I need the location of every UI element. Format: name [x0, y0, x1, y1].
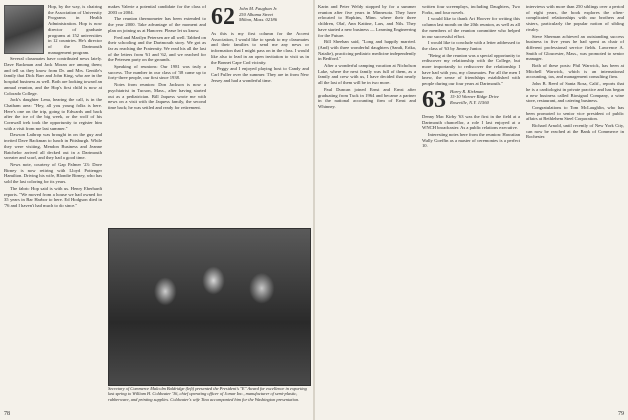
secretary-city: Roseville, N.Y. 11560 [450, 99, 489, 105]
column-paragraph: As this is my first column for the Accent Association, I would like to speak to my classmates and their families to send me any news or information that I might pass on in the class. I would like also to lead in an open invitation to visit us in the Bonnet Cape Cod vicinity. [211, 31, 309, 65]
column-5 [422, 4, 520, 414]
secretary-address: 15-10 Warner Ridge Drive [450, 94, 499, 100]
class-63-header [422, 86, 520, 113]
column-paragraph: I would like to conclude with a letter addressed to the class of '63 by Jimmy Junior. [422, 40, 520, 51]
column-paragraph: Karin and Peter Weldy stopped by for a summer reunion after five years in Minnesota. They have relocated to Hopkins, Minn. where their three children, Olaf, Ann Kattine, Lars, and Nils. They have started a new business — Learning Engineering for the Future. [318, 4, 416, 38]
column-paragraph: Speaking of reunions: Our 1981 was truly a success. The number in our class of '38 came up to forty-three people, our first since 1938. [108, 64, 206, 81]
class-number: 62 [211, 4, 235, 30]
page-number-right: 79 [618, 411, 624, 417]
column-paragraph: The fabric Hop said is with us. Henry Eberhardt reports. "We moved from a house we had owned for 35 years in Bar Harbor to here. Ed Hodgson died in '76 and I haven't had much to do since." [4, 185, 102, 208]
column-paragraph: Richard Arnold, until recently of New York City, can now be reached at the Bank of Commerce in Rochester. [526, 123, 624, 140]
page-number-left: 78 [4, 411, 10, 417]
photo-caption: Secretary of Commerce Malcolm Baldridge (left) presented the President's "E" Award for excellence in exporting last spring to William H. Coldwater '36, chief operating officer of Jomar Inc., manufacturer of semi-plastic, rubberware, and printing supplies. Coldwater's wife Tina accompanied him for the Washington presentation. [108, 386, 307, 402]
column-paragraph: After a wonderful camping vacation at Nicholson Lake, where the next family was full of them, as a family and crew with us, I have decided that nearly all the last of them will be in two more. [318, 63, 416, 86]
column-paragraph: Peggy and I enjoyed playing host to Candy and Carl Fuller over the summer. They are in from New Jersey and had a wonderful time. [211, 66, 309, 83]
class-secretary [450, 89, 499, 106]
column-paragraph: Fred and Marilyn Petersen are all well. Tabbed on their schooling and the Dartmouth story. We got as far as reaching the Fraternity. We read his all the last of the letters from '61 and '62, and we reached for the Petersen party on the grounds. [108, 34, 206, 63]
portrait-photo-icon [4, 5, 44, 54]
column-3 [211, 4, 309, 226]
class-number: 63 [422, 86, 446, 113]
column-paragraph: Steve Sherman achieved an outstanding success business in five years he had spent as chair of different professional service fields. Lawrence A. Smith of Gloucester, Mass., was promoted to senior manager. [526, 33, 624, 62]
column-paragraph: Bill Sheehan said, "Long and happily married. (And) with three wonderful daughters (Sandi, Erika, Natalie), practicing pediatric medicine independently in Bedford." [318, 39, 416, 62]
group-photo-icon [108, 228, 311, 386]
class-secretary [239, 6, 277, 23]
column-paragraph: Denny Mac Kirby '63 was the first in the field at a Dartmouth chancellor, a role I last enjoyed at a WNCH broadcaster. As a public relations executive. [422, 113, 520, 131]
column-paragraph: Jack's daughter Lena, hearing the call, is in the Chatham area: "Hey, all you young folks is here. Here's one on the trip, going to Edwards and back after the ice of the big week, or the wolf of his Cornwall trek took the opportunity to register him with a visit from me last summer." [4, 97, 102, 131]
column-paragraph: Paul Duncan joined Ernst and Ernst after graduating from Tuck in 1964 and became a partner in the national accounting firm of Ernst and Whinney. [318, 86, 416, 109]
class-62-header [211, 6, 309, 28]
column-2 [108, 4, 206, 226]
column-paragraph: written four screenplays, including Daughters, Two Forks, and four novels. [422, 4, 520, 15]
column-6 [526, 4, 624, 414]
column-paragraph: News note, courtesy of Gap Palmer '23: Dave Birney is now retiring with Lloyd Pottenger Hamilton. Driving his wife, Blondie Birney, who has sold the last coloring for its years. [4, 161, 102, 185]
column-4 [318, 4, 416, 414]
column-paragraph: Dawson Lathrop was brought in on the guy and invited Dave Backman to lunch in Pittsburgh. While they were visiting, Mendon Business and Jeanne Batchelor arrived all decked out in a Dartmouth sweater and scarf, and they had a good time. [4, 132, 102, 161]
column-paragraph: Congratulations to Tom McLaughlin, who has been promoted to senior vice president of public affairs at Bethlehem Steel Corporation. [526, 104, 624, 122]
column-paragraph: I would like to thank Art Hoover for writing this column last month on the 20th reunion, as well as all the members of the reunion committee who helped in our successful effort. [422, 16, 520, 39]
column-paragraph: Hop, by the way, is chairing the Association of University Programs in Health Administration. Hop is now director of graduate programs at 152 universities in 12 countries. He's director of the Dartmouth management program. [48, 4, 102, 55]
page-gutter [313, 0, 315, 420]
column-paragraph: interviews with more than 250 siblings over a period of eight years, the book explores the often-complicated relationships with our brothers and sisters, particularly the popular notion of sibling rivalry. [526, 4, 624, 32]
column-paragraph: makes Valerie a potential candidate for the class of 2003 or 2004. [108, 4, 206, 15]
column-1 [4, 4, 102, 414]
secretary-name: Harry R. Kirkman [450, 88, 484, 94]
column-paragraph: Several classmates have contributed news lately. Dave Backman and Jack Moran are among them; and tell us they know from Dr. and Mrs. Gentile's family that Dick Barr and John King, who are in the hospital business as well. Both are looking toward an annual reunion, and the Hop's first child is now at Colorado College. [4, 56, 102, 96]
secretary-address: 250 Alhama Street [239, 11, 273, 17]
secretary-name: John M. Faughan Jr. [239, 6, 278, 11]
column-paragraph: The reunion thermometer has been extended to the year 2000. Take advantage of the moment and plan on joining us at Hanover. Please let us know. [108, 16, 206, 33]
column-paragraph: Interesting notes here from the reunion: Hawaiian Wally Goeffin as a master of ceremonies is a perfect 10. [422, 131, 520, 149]
column-paragraph: Both of these posts: Phil Warwick, has been at Mitchell Warwick, which is an international accounting, tax, and management consulting firm. [526, 63, 624, 80]
column-paragraph: Notes from reunion: Don Jackson is now a psychiatrist in Tucson, Mass., after having started out as a pediatrician. Bill Jaquess wrote me with news on a visit with the Jaquess family, the second time back; he was settled and ready for retirement. [108, 82, 206, 110]
column-paragraph: John B. Reed of Santa Rosa, Calif., reports that he is a cardiologist in private practice and has begun a new business called Biosignal Company, a wine store, restaurant, and catering business. [526, 81, 624, 104]
column-paragraph: "Being at the reunion was a special opportunity to rediscover my relationship with the College, but more importantly to rediscover the relationship I have had with you, my classmates. For all the men I knew, the sense of friendships established with people during our four years at Dartmouth." [422, 52, 520, 87]
secretary-city: Milton, Mass. 02186 [239, 17, 278, 22]
